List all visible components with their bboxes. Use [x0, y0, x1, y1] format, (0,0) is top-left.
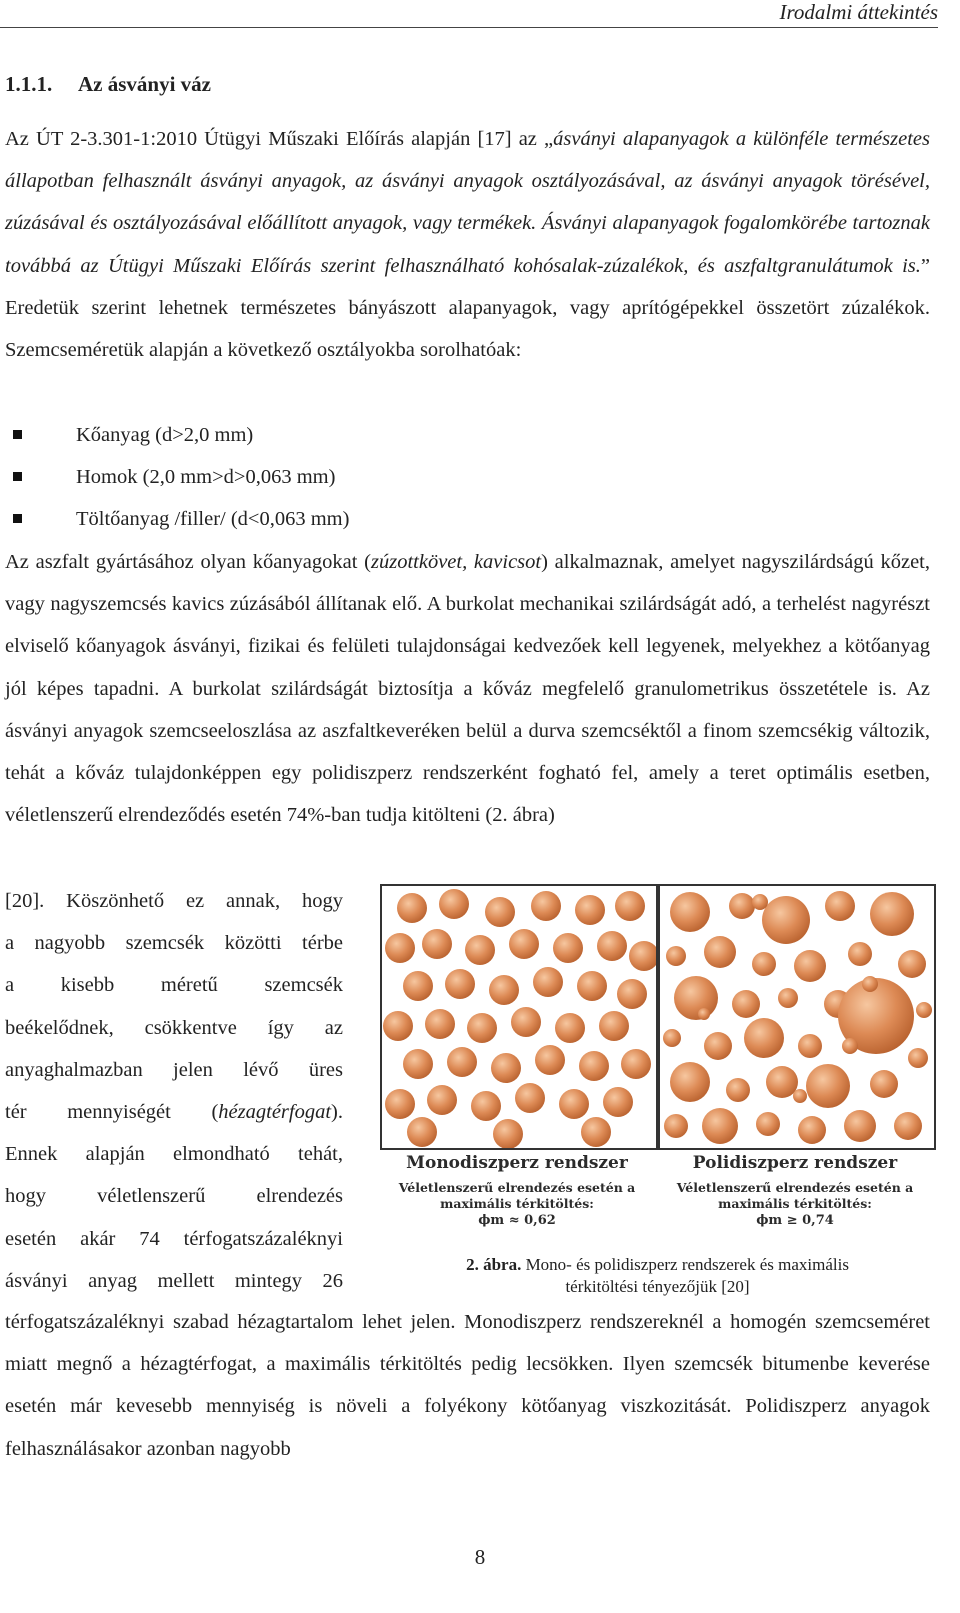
list-item	[13, 414, 349, 456]
grain-particle	[704, 1032, 732, 1060]
grain-particle	[732, 990, 760, 1018]
caption-text-1: Mono- és polidiszperz rendszerek és maximális	[521, 1255, 849, 1274]
grain-particle	[445, 969, 475, 999]
header-title: Irodalmi áttekintés	[779, 0, 938, 24]
grain-particle	[916, 1002, 932, 1018]
grain-particle	[848, 942, 872, 966]
grain-particle	[894, 1112, 922, 1140]
grain-particle	[898, 950, 926, 978]
grain-particle	[447, 1047, 477, 1077]
poly-phi: ϕm ≥ 0,74	[756, 1213, 834, 1228]
page-number: 8	[474, 1545, 486, 1569]
grain-particle	[663, 1029, 681, 1047]
grain-particle	[531, 891, 561, 921]
grain-particle	[729, 893, 755, 919]
paragraph-1	[5, 118, 930, 371]
grain-particle	[581, 1117, 611, 1147]
grain-particle	[575, 895, 605, 925]
grain-particle	[798, 1034, 822, 1058]
grain-particle	[597, 931, 627, 961]
grain-particle	[403, 971, 433, 1001]
caption-text-2: térkitöltési tényezőjük [20]	[565, 1277, 750, 1296]
header-rule	[0, 27, 938, 28]
paragraph-2-rest: ) alkalmaznak, amelyet nagyszilárdságú kőzet, vagy nagyszemcsés kavics zúzásából állítanak elő. A burkolat mechanikai szilárdságát adó, a terhelést nagyrészt elviselő kőanyagok ásványi, fizikai és felületi tulajdonságai kedvezőek kell legyenek, melyekhez a kötőanyag jól képes tapadni. A burkolat szilárdságát biztosítja a kőváz megfelelő granulometrikus összetétele is. Az ásványi anyagok szemcseeloszlása az aszfaltkeveréken belül a durva szemcséktől a finom szemcsékig változik, tehát a kőváz tulajdonképpen egy polidiszperz rendszerként fogható fel, amely a teret optimális esetben, véletlenszerű elrendeződés esetén 74%-ban tudja kitölteni (2. ábra)	[5, 551, 930, 827]
mono-sub1: Véletlenszerű elrendezés esetén a	[398, 1180, 636, 1195]
poly-title: Polidiszperz rendszer	[692, 1153, 898, 1173]
grain-particle	[427, 1085, 457, 1115]
grain-particle	[509, 929, 539, 959]
text-line: esetén akár 74 térfogatszázaléknyi	[5, 1227, 343, 1250]
grain-particle	[617, 979, 647, 1009]
grain-particle	[793, 1089, 807, 1103]
grain-particle	[670, 892, 710, 932]
wrapped-text-column	[5, 880, 343, 1302]
poly-sub1: Véletlenszerű elrendezés esetén a	[676, 1180, 914, 1195]
grain-particle	[908, 1048, 928, 1068]
mono-phi: ϕm ≈ 0,62	[478, 1213, 556, 1228]
grain-particle	[844, 1110, 876, 1142]
grain-particle	[778, 988, 798, 1008]
grain-particle	[511, 1007, 541, 1037]
text-fragment: tér mennyiségét (	[5, 1100, 219, 1123]
list-item-text: Homok (2,0 mm>d>0,063 mm)	[76, 466, 336, 489]
grain-particle	[756, 1112, 780, 1136]
grain-particle	[762, 896, 810, 944]
grain-particle	[798, 1116, 826, 1144]
grain-particle	[615, 891, 645, 921]
grain-particle	[766, 1066, 798, 1098]
grain-particle	[794, 950, 826, 982]
grain-particle	[825, 891, 855, 921]
section-title: Az ásványi váz	[78, 72, 211, 96]
grain-particle	[704, 936, 736, 968]
grain-particle	[515, 1083, 545, 1113]
grain-particle	[599, 1011, 629, 1041]
grain-particle	[397, 893, 427, 923]
grain-particle	[489, 975, 519, 1005]
paragraph-1-intro: Az ÚT 2-3.301-1:2010 Útügyi Műszaki Előírás alapján [17] az „	[5, 128, 554, 150]
poly-sub2: maximális térkitöltés:	[718, 1196, 872, 1211]
paragraph-2	[5, 541, 930, 836]
figure-2	[380, 884, 935, 1304]
bullet-square-icon	[13, 472, 22, 481]
grain-particle	[533, 967, 563, 997]
text-line: hogy véletlenszerű elrendezés	[5, 1185, 343, 1208]
grain-particle	[407, 1117, 437, 1147]
text-line: a kisebb méretű szemcsék	[5, 974, 343, 997]
text-line: Ennek alapján elmondható tehát,	[5, 1143, 343, 1166]
polydisperse-grains-illustration	[660, 886, 934, 1148]
grain-particle	[752, 952, 776, 976]
grain-particle	[870, 1070, 898, 1098]
grain-particle	[493, 1119, 523, 1148]
grain-particle	[726, 1078, 750, 1102]
grain-particle	[385, 1089, 415, 1119]
text-line: a nagyobb szemcsék közötti térbe	[5, 932, 343, 955]
text-line: [20]. Köszönhető ez annak, hogy	[5, 890, 343, 912]
list-item	[13, 456, 349, 498]
paragraph-2-start: Az aszfalt gyártásához olyan kőanyagokat (	[5, 551, 371, 573]
text-line: beékelődnek, csökkentve így az	[5, 1016, 343, 1039]
list-item-text: Kőanyag (d>2,0 mm)	[76, 424, 254, 446]
grain-particle	[471, 1091, 501, 1121]
paragraph-3: térfogatszázaléknyi szabad hézagtartalom lehet jelen. Monodiszperz rendszereknél a homogén szemcseméret miatt megnő a hézagtérfogat, a maximális térkitöltés pedig lecsökken. Ilyen szemcsék bitumenbe keverése esetén már kevesebb mennyiség is növeli a folyékony kötőanyag viszkozitását. Polidiszperz anyagok felhasználásakor azonban nagyobb	[5, 1311, 930, 1460]
section-heading	[5, 72, 211, 97]
grain-particle	[491, 1053, 521, 1083]
mono-title: Monodiszperz rendszer	[406, 1153, 628, 1173]
grain-particle	[553, 933, 583, 963]
text-line	[5, 1091, 343, 1133]
list-item-text: Töltőanyag /filler/ (d<0,063 mm)	[76, 508, 350, 531]
monodisperse-panel	[380, 884, 658, 1150]
grain-particle	[422, 929, 452, 959]
grain-particle	[702, 1108, 738, 1144]
grain-particle	[670, 1062, 710, 1102]
grain-particle	[425, 1009, 455, 1039]
grain-particle	[439, 889, 469, 919]
grain-particle	[666, 946, 686, 966]
grain-particle	[870, 892, 914, 936]
paragraph-2-italic: zúzottkövet, kavicsot	[371, 551, 542, 573]
paragraph-1-rest: ” Eredetük szerint lehetnek természetes bányászott alapanyagok, vagy aprítógépekkel összetört zúzalékok. Szemcseméretük alapján a következő osztályokba sorolhatóak:	[5, 254, 930, 362]
caption-label: 2. ábra.	[466, 1255, 522, 1274]
grain-particle	[485, 897, 515, 927]
grain-particle	[698, 1008, 710, 1020]
text-fragment-italic: hézagtérfogat	[218, 1100, 332, 1123]
grain-particle	[752, 894, 768, 910]
grain-particle	[555, 1013, 585, 1043]
grain-particle	[744, 1018, 784, 1058]
grain-particle	[579, 1051, 609, 1081]
grain-particle	[535, 1045, 565, 1075]
grain-particle	[674, 976, 718, 1020]
text-line: ásványi anyag mellett mintegy 26	[5, 1269, 343, 1292]
text-line: anyaghalmazban jelen lévő üres	[5, 1058, 343, 1081]
bullet-square-icon	[13, 430, 22, 439]
section-number: 1.1.1.	[5, 72, 53, 96]
grain-particle	[621, 1049, 651, 1079]
grain-particle	[577, 971, 607, 1001]
grain-class-list	[13, 414, 349, 541]
polydisperse-panel	[658, 884, 936, 1150]
grain-particle	[862, 976, 878, 992]
grain-particle	[385, 933, 415, 963]
grain-particle	[559, 1089, 589, 1119]
grain-particle	[467, 1013, 497, 1043]
text-fragment: ).	[331, 1100, 343, 1123]
monodisperse-grains-illustration	[382, 886, 656, 1148]
grain-particle	[664, 1114, 688, 1138]
figure-caption	[380, 1254, 935, 1298]
grain-particle	[465, 935, 495, 965]
monodisperse-label	[380, 1152, 654, 1230]
mono-sub2: maximális térkitöltés:	[440, 1196, 594, 1211]
grain-particle	[383, 1011, 413, 1041]
bullet-square-icon	[13, 514, 22, 523]
list-item	[13, 498, 349, 540]
grain-particle	[842, 1038, 858, 1054]
grain-particle	[806, 1064, 850, 1108]
grain-particle	[629, 941, 656, 971]
polydisperse-label	[658, 1152, 932, 1230]
grain-particle	[403, 1049, 433, 1079]
grain-particle	[603, 1087, 633, 1117]
paragraph-1-quote: ásványi alapanyagok a különféle természetes állapotban felhasznált ásványi anyagok, az ásványi anyagok osztályozásával, az ásványi anyagok törésével, zúzásával és osztályozásával előállított anyagok, vagy termékek. Ásványi alapanyagok fogalomkörébe tartoznak továbbá az Útügyi Műszaki Előírás szerint felhasználható kohósalak-zúzalékok, és aszfaltgranulátumok is.	[5, 128, 930, 277]
